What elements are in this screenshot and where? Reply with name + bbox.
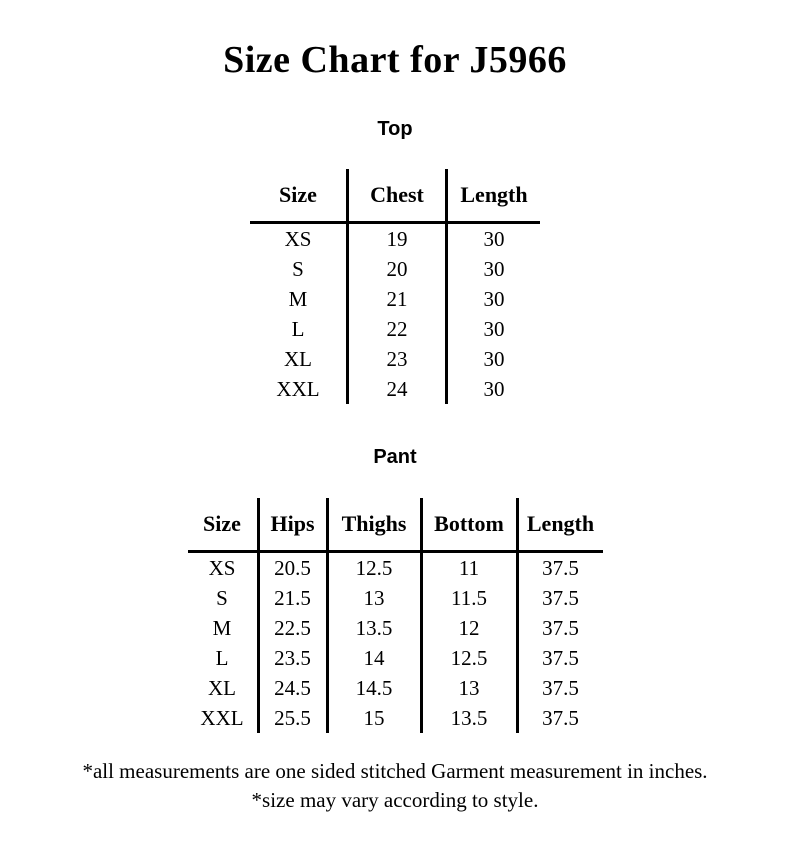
cell-hips: 21.5 (258, 583, 327, 613)
cell-chest: 23 (348, 344, 447, 374)
table-header-row (250, 169, 540, 223)
table-row (250, 344, 540, 374)
cell-bottom: 11 (421, 552, 517, 584)
cell-size: XXL (188, 703, 259, 733)
cell-thighs: 12.5 (327, 552, 421, 584)
cell-thighs: 14 (327, 643, 421, 673)
cell-length: 30 (483, 376, 505, 401)
table-row (250, 374, 540, 404)
table-row (188, 613, 603, 643)
cell-hips: 22.5 (258, 613, 327, 643)
cell-length: 30 (483, 226, 505, 251)
cell-length: 37.5 (542, 705, 579, 730)
page-title: Size Chart for J5966 (223, 39, 567, 82)
column-header-size: Size (188, 498, 259, 552)
cell-length: 37.5 (542, 645, 579, 670)
cell-length: 30 (483, 286, 505, 311)
cell-bottom: 13.5 (421, 703, 517, 733)
pant-table-head (188, 498, 603, 552)
top-table-body (250, 223, 540, 405)
column-header-thighs: Thighs (327, 498, 421, 552)
cell-length: 37.5 (542, 555, 579, 580)
cell-bottom: 12.5 (421, 643, 517, 673)
cell-bottom: 13 (421, 673, 517, 703)
column-header-hips: Hips (258, 498, 327, 552)
cell-thighs: 13.5 (327, 613, 421, 643)
cell-hips: 23.5 (258, 643, 327, 673)
section-label-top: Top (377, 118, 413, 141)
cell-size: S (188, 583, 259, 613)
cell-bottom: 11.5 (421, 583, 517, 613)
size-chart-page (0, 25, 790, 845)
cell-chest: 19 (348, 223, 447, 255)
top-size-table (250, 169, 540, 404)
column-header-length: Length (447, 169, 541, 223)
cell-bottom: 12 (421, 613, 517, 643)
cell-chest: 20 (348, 254, 447, 284)
cell-thighs: 13 (327, 583, 421, 613)
table-row (250, 254, 540, 284)
cell-length: 37.5 (542, 615, 579, 640)
cell-size: M (188, 613, 259, 643)
table-row (250, 223, 540, 255)
cell-length: 30 (483, 346, 505, 371)
top-table-container (0, 169, 790, 404)
cell-length: 37.5 (542, 585, 579, 610)
column-header-chest: Chest (348, 169, 447, 223)
top-table-head (250, 169, 540, 223)
table-header-row (188, 498, 603, 552)
cell-size: XL (188, 673, 259, 703)
cell-size: M (250, 284, 348, 314)
cell-thighs: 14.5 (327, 673, 421, 703)
pant-table-container (0, 498, 790, 733)
column-header-bottom: Bottom (421, 498, 517, 552)
cell-thighs: 15 (327, 703, 421, 733)
pant-size-table (188, 498, 603, 733)
cell-size: XXL (250, 374, 348, 404)
cell-size: L (250, 314, 348, 344)
cell-chest: 21 (348, 284, 447, 314)
cell-length: 37.5 (542, 675, 579, 700)
column-header-length: Length (517, 498, 603, 552)
cell-size: XS (188, 552, 259, 584)
table-row (188, 673, 603, 703)
section-label-pant: Pant (373, 446, 417, 469)
cell-length: 30 (483, 256, 505, 281)
cell-hips: 25.5 (258, 703, 327, 733)
footnote-measurements: *all measurements are one sided stitched Garment measurement in inches. (82, 759, 708, 784)
cell-chest: 22 (348, 314, 447, 344)
table-row (250, 314, 540, 344)
cell-size: L (188, 643, 259, 673)
table-row (188, 552, 603, 584)
cell-length: 30 (483, 316, 505, 341)
cell-chest: 24 (348, 374, 447, 404)
table-row (188, 583, 603, 613)
cell-size: XL (250, 344, 348, 374)
footnote-size-variance: *size may vary according to style. (251, 788, 539, 813)
column-header-size: Size (250, 169, 348, 223)
table-row (188, 703, 603, 733)
pant-table-body (188, 552, 603, 734)
table-row (250, 284, 540, 314)
cell-hips: 20.5 (258, 552, 327, 584)
cell-hips: 24.5 (258, 673, 327, 703)
cell-size: XS (250, 223, 348, 255)
footnotes (0, 757, 790, 815)
cell-size: S (250, 254, 348, 284)
table-row (188, 643, 603, 673)
